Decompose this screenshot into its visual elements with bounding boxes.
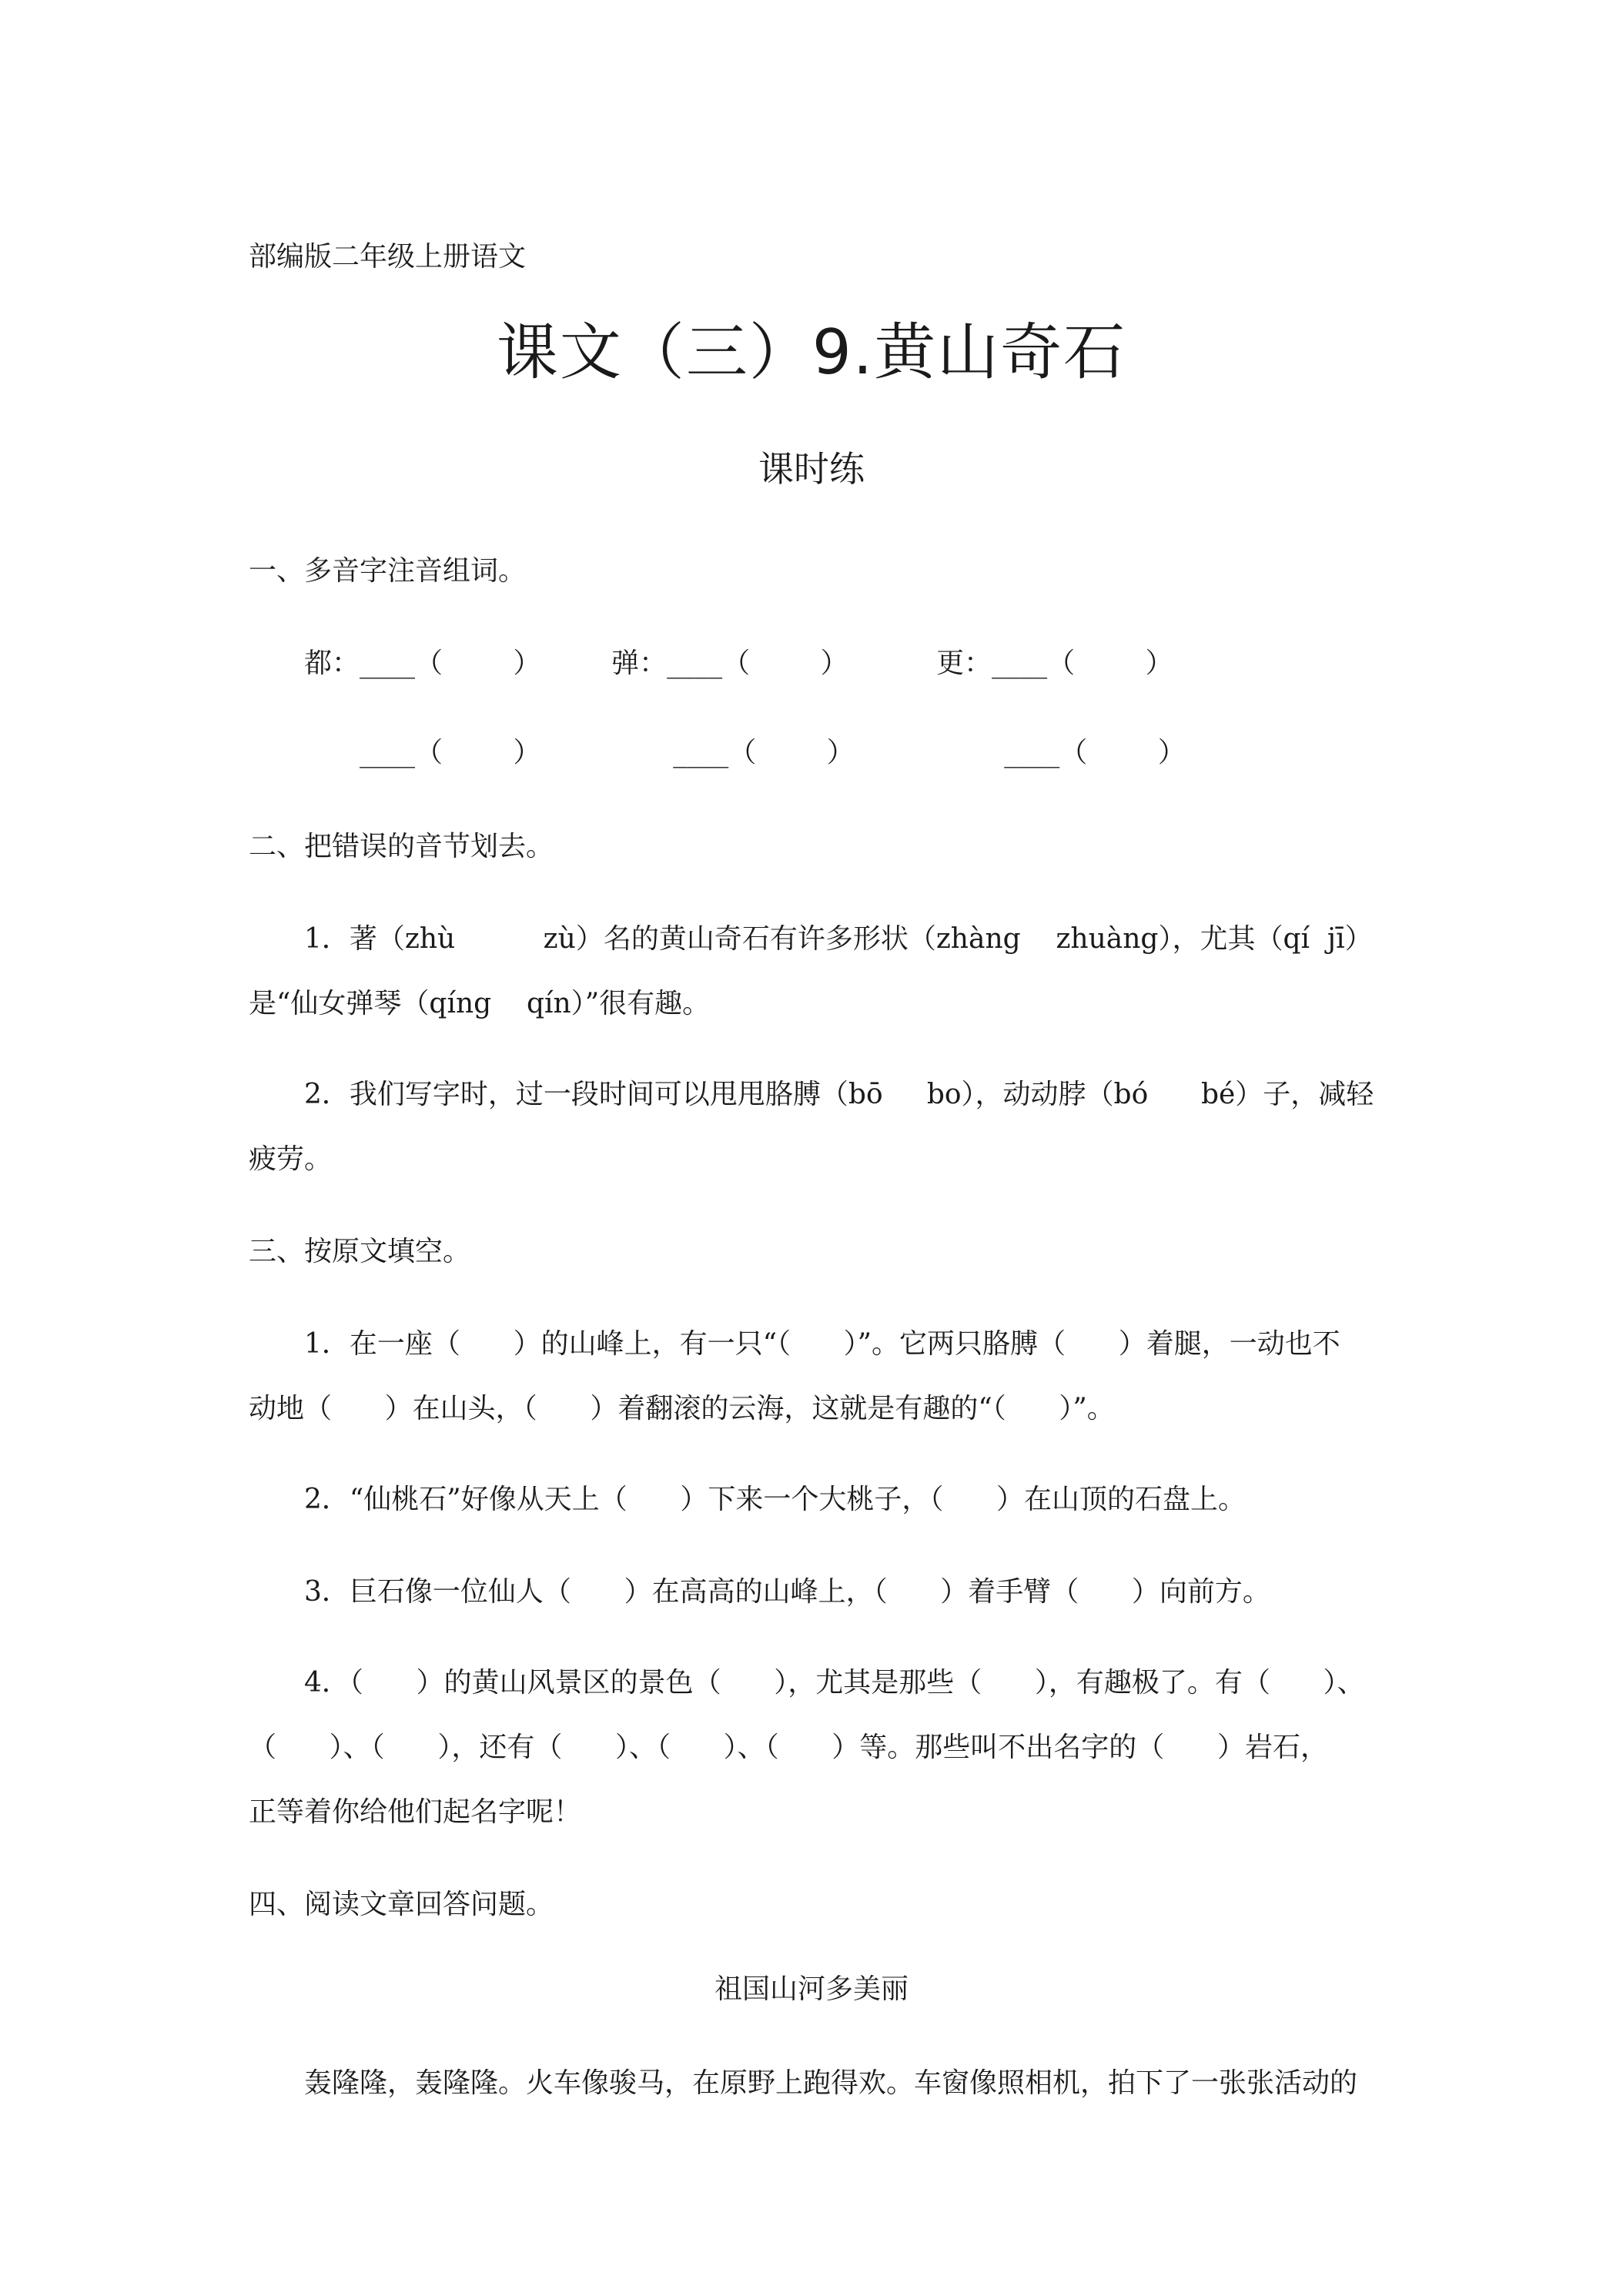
page-subtitle: 课时练	[758, 448, 865, 490]
section-2-heading: 二、把错误的音节划去。	[249, 831, 554, 862]
section-3-item-3: 3．巨石像一位仙人（ ）在高高的山峰上，（ ）着手臂（ ）向前方。	[304, 1576, 1270, 1608]
section-4-heading: 四、阅读文章回答问题。	[249, 1889, 554, 1920]
section-1-heading: 一、多音字注音组词。	[249, 555, 527, 587]
section-3-item-1-line-2: 动地（ ）在山头，（ ）着翻滚的云海，这就是有趣的“（ ）”。	[249, 1393, 1115, 1424]
section-3-heading: 三、按原文填空。	[249, 1236, 471, 1267]
story-title: 祖国山河多美丽	[714, 1973, 909, 2005]
section-3-item-1-line-1: 1．在一座（ ）的山峰上，有一只“（ ）”。它两只胳膊（ ）着腿，一动也不	[304, 1328, 1340, 1360]
section-3-item-4-line-3: 正等着你给他们起名字呢！	[249, 1796, 582, 1828]
polyphone-row-1: 都：____（ ） 弹：____（ ） 更：____（ ）	[304, 648, 1173, 679]
page-title: 课文（三）9.黄山奇石	[496, 316, 1127, 388]
subject-line: 部编版二年级上册语文	[249, 241, 527, 273]
section-3-item-4-line-2: （ ）、（ ），还有（ ）、（ ）、（ ）等。那些叫不出名字的（ ）岩石，	[249, 1732, 1328, 1763]
section-2-item-1-line-1: 1．著（zhù zù）名的黄山奇石有许多形状（zhàng zhuàng），尤其（qí jī）	[304, 923, 1373, 955]
section-2-item-2-line-2: 疲劳。	[249, 1143, 333, 1175]
section-3-item-2: 2．“仙桃石”好像从天上（ ）下来一个大桃子，（ ）在山顶的石盘上。	[304, 1484, 1247, 1515]
story-paragraph-line-1: 轰隆隆，轰隆隆。火车像骏马，在原野上跑得欢。车窗像照相机，拍下了一张张活动的	[304, 2067, 1358, 2099]
section-3-item-4-line-1: 4．（ ）的黄山风景区的景色（ ），尤其是那些（ ），有趣极了。有（ ）、	[304, 1667, 1365, 1699]
polyphone-row-2: ____（ ） ____（ ） ____（ ）	[360, 737, 1186, 768]
section-2-item-2-line-1: 2．我们写字时，过一段时间可以甩甩胳膊（bō bo），动动脖（bó bé）子，减轻	[304, 1079, 1374, 1110]
section-2-item-1-line-2: 是“仙女弹琴（qíng qín）”很有趣。	[249, 988, 711, 1019]
